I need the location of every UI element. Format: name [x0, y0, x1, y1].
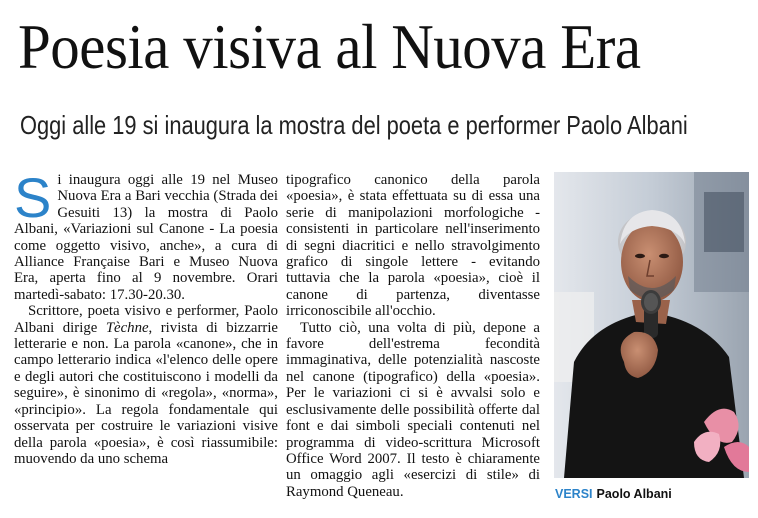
author-photo-illustration [554, 172, 749, 478]
paragraph-conclusion: Tutto ciò, una volta di più, depone a favore dell'estrema fecondità immaginativa, delle potenzialità nascoste nel canone (tipografico) della «poesia». Per le variazioni ci si è avvalsi solo e esclusivamente delle possibilità offerte dal font e dai simboli speciali contenuti nel programma di video-scrittura Microsoft Office Word 2007. Il testo è chiaramente un omaggio agli «esercizi di stile» di Raymond Queneau. [286, 319, 540, 500]
author-photo [554, 172, 749, 478]
paragraph-author-text-a: Scrittore, poeta visivo e performer, Paolo Albani dirige [14, 303, 278, 336]
article-column-1 [14, 166, 279, 467]
paragraph-author [14, 303, 278, 467]
headline: Poesia visiva al Nuova Era [18, 12, 641, 82]
caption-name: Paolo Albani [596, 487, 672, 501]
paragraph-intro [14, 166, 278, 303]
article-column-2 [286, 172, 540, 500]
subheadline: Oggi alle 19 si inaugura la mostra del poeta e performer Paolo Albani [20, 110, 688, 140]
magazine-title: Tèchne [105, 319, 149, 336]
drop-cap: S [14, 166, 52, 229]
paragraph-intro-text: i inaugura oggi alle 19 nel Museo Nuova Era a Bari vecchia (Strada dei Gesuiti 13) la mostra di Paolo Albani, «Variazioni sul Canone - La poesia come oggetto visivo, anche», a cura di Alliance Française Bari e Museo Nuova Era, aperta fino al 9 novembre. Orari martedì-sabato: 17.30-20.30. [14, 172, 278, 303]
paragraph-continuation: tipografico canonico della parola «poesia», è stata effettuata su di essa una serie di manipolazioni morfologiche - consistenti in particolare nell'inserimento di segni diacritici e nello stravolgimento grafico di singole lettere - evitando tuttavia che la parola «poesia», cioè il canone di partenza, diventasse irriconoscibile all'occhio. [286, 172, 540, 320]
caption-kicker: VERSI [555, 487, 593, 501]
paragraph-author-text-b: , rivista di bizzarrie letterarie e non. La parola «canone», che in campo letterario indica «l'elenco delle opere e degli autori che costituiscono i modelli da seguire», è sinonimo di «regola», «norma», «principio». La regola fondamentale qui osservata per costruire le variazioni visive della parola «poesia», è così riassumibile: muovendo da uno schema [14, 319, 279, 467]
photo-caption [555, 487, 755, 501]
